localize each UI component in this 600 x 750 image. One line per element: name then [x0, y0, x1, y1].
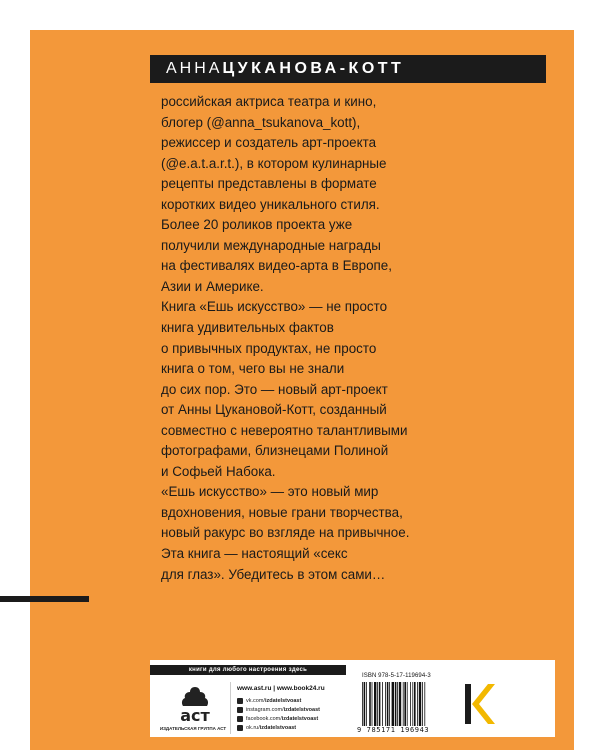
facebook-icon	[237, 716, 243, 722]
author-last-name: ЦУКАНОВА-КОТТ	[222, 60, 405, 77]
description-line: (@e.a.t.a.r.t.), в котором кулинарные	[161, 155, 387, 171]
barcode-number: 9 785171 196943	[357, 726, 430, 734]
description-line: Более 20 роликов проекта уже	[161, 217, 353, 233]
k-imprint-logo-icon	[462, 682, 496, 726]
social-link[interactable]	[237, 696, 320, 705]
vk-icon	[237, 698, 243, 704]
description-line: Эта книга — настоящий «секс	[161, 546, 348, 562]
description-line: книга удивительных фактов	[161, 320, 334, 336]
description-line: Азии и Америке.	[161, 278, 264, 294]
description-line: «Ешь искусство» — это новый мир	[161, 484, 379, 500]
social-link-prefix: ok.ru/	[246, 724, 260, 731]
social-link[interactable]	[237, 705, 320, 714]
description-line: получили международные награды	[161, 237, 381, 253]
social-link-prefix: facebook.com/	[246, 715, 282, 722]
social-link-handle: izdatelstvoast	[264, 697, 302, 704]
author-name-banner	[150, 55, 546, 83]
description-line: книга о том, чего вы не знали	[161, 361, 345, 377]
description-text	[161, 92, 561, 585]
description-line: новый ракурс во взгляде на привычное.	[161, 525, 410, 541]
description-line: и Софьей Набока.	[161, 463, 276, 479]
instagram-icon	[237, 707, 243, 713]
ast-logo-text: аст	[180, 706, 210, 725]
decorative-rule	[0, 596, 89, 602]
ok-icon	[237, 725, 243, 731]
isbn-label: ISBN 978-5-17-119694-3	[362, 673, 431, 679]
description-line: о привычных продуктах, не просто	[161, 340, 377, 356]
publisher-caption: ИЗДАТЕЛЬСКАЯ ГРУППА АСТ	[159, 726, 227, 731]
barcode-icon	[361, 682, 447, 726]
description-line: от Анны Цукановой-Котт, созданный	[161, 402, 387, 418]
author-first-name: АННА	[166, 60, 223, 77]
social-link[interactable]	[237, 723, 320, 732]
description-line: режиссер и создатель арт-проекта	[161, 135, 377, 151]
description-line: на фестивалях видео-арта в Европе,	[161, 258, 392, 274]
description-line: для глаз». Убедитесь в этом сами…	[161, 566, 386, 582]
social-links	[237, 696, 320, 732]
social-link-handle: izdatelstvoast	[283, 706, 320, 713]
description-line: российская актриса театра и кино,	[161, 94, 377, 109]
social-link-prefix: instagram.com/	[246, 706, 284, 713]
publisher-tagline: книги для любого настроения здесь	[150, 665, 346, 675]
social-link-handle: izdatelstvoast	[259, 724, 297, 731]
divider	[230, 682, 231, 734]
description-line: до сих пор. Это — новый арт-проект	[161, 381, 388, 397]
publisher-panel	[150, 660, 555, 737]
description-line: совместно с невероятно талантливыми	[161, 422, 408, 438]
social-link-handle: izdatelstvoast	[281, 715, 319, 722]
publisher-websites: www.ast.ru | www.book24.ru	[237, 685, 325, 692]
description-line: коротких видео уникального стиля.	[161, 196, 380, 212]
description-line: вдохновения, новые грани творчества,	[161, 504, 403, 520]
description-line: рецепты представлены в формате	[161, 176, 377, 192]
social-link[interactable]	[237, 714, 320, 723]
description-line: Книга «Ешь искусство» — не просто	[161, 299, 388, 315]
social-link-prefix: vk.com/	[246, 697, 265, 704]
description-line: фотографами, близнецами Полиной	[161, 443, 389, 459]
description-line: блогер (@anna_tsukanova_kott),	[161, 114, 361, 130]
